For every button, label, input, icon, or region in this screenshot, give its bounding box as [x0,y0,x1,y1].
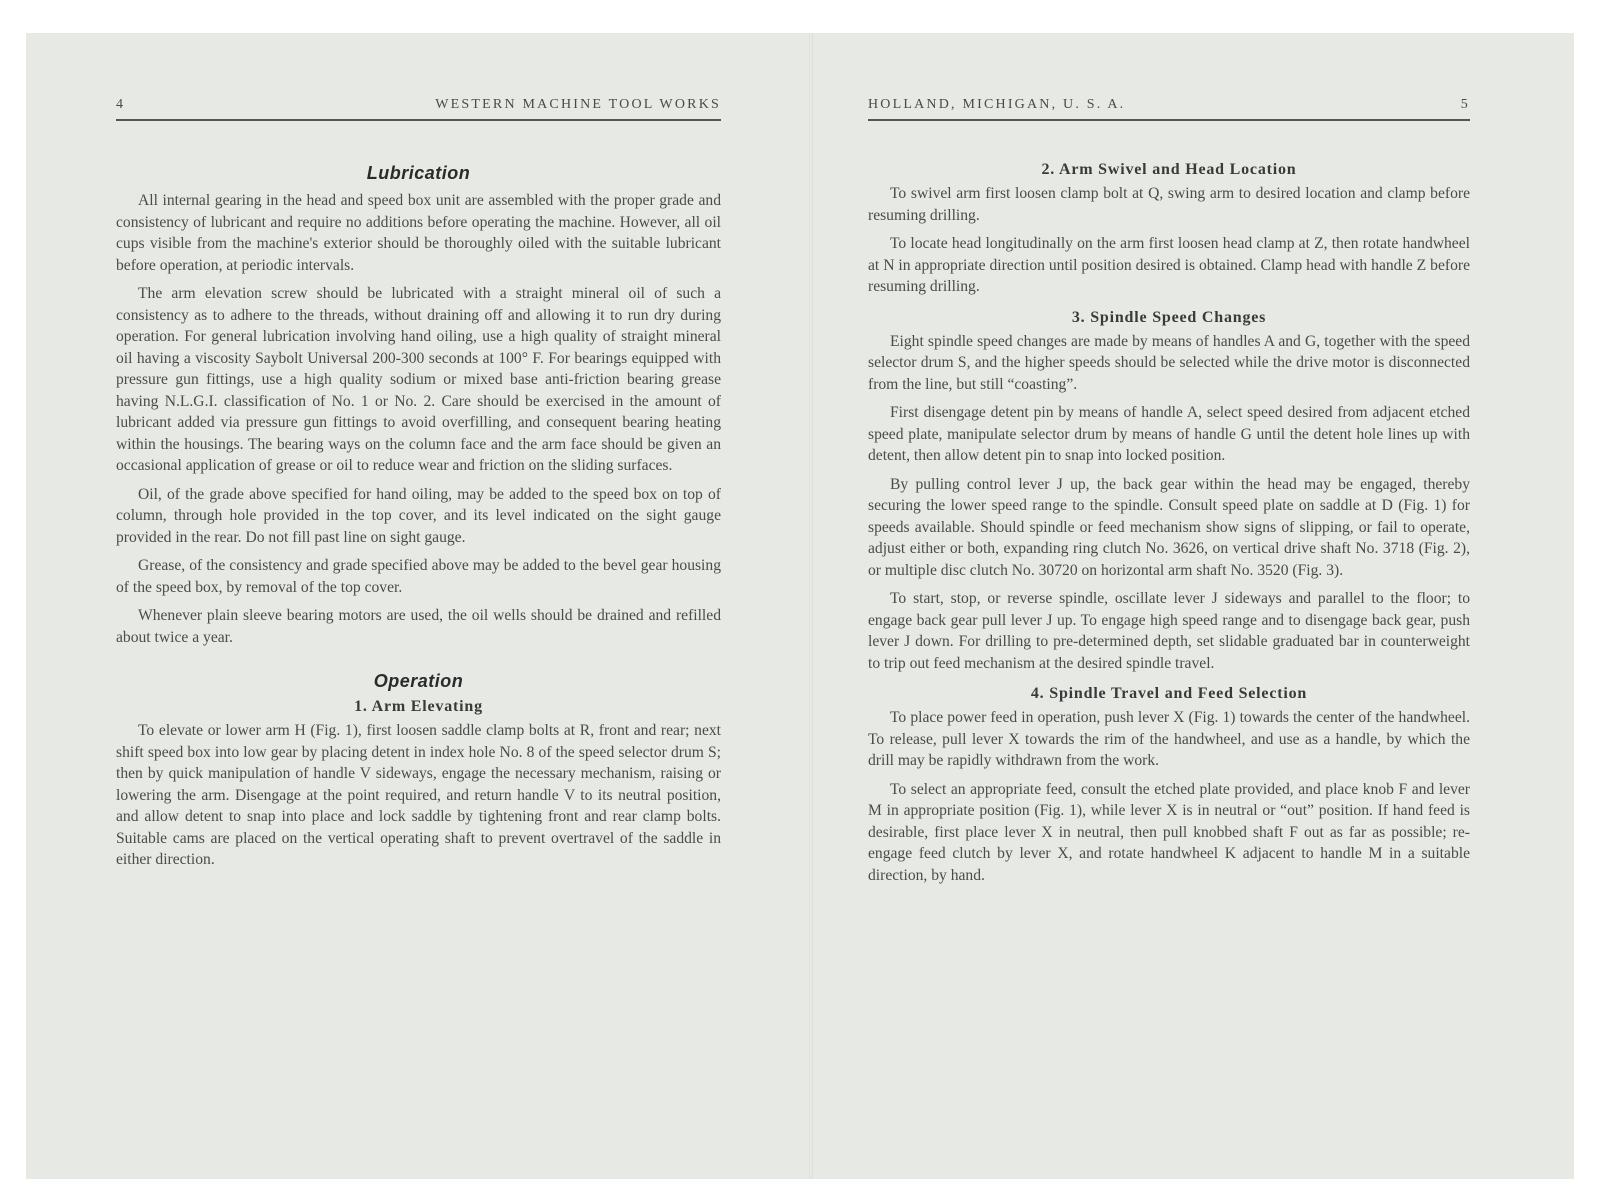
right-page-number: 5 [1460,97,1470,112]
right-running-title: HOLLAND, MICHIGAN, U. S. A. [868,97,1126,112]
right-page [868,33,1470,1179]
arm-swivel-heading: 2. Arm Swivel and Head Location [1041,161,1297,178]
spindle-travel-paragraph: To select an appropriate feed, consult the etched plate provided, and place knob F and lever M in appropriate position (Fig. 1), while lever X is in neutral or “out” position. If hand feed is desirable, first place lever X in neutral, then pull knobbed shaft F out as far as possible; re-engage feed clutch by lever X, and rotate handwheel K adjacent to handle M in a suitable direction, by hand. [868,780,1470,884]
left-page-number: 4 [116,97,126,112]
open-manual-spread [26,33,1574,1179]
spindle-speed-paragraph: Eight spindle speed changes are made by means of handles A and G, together with the speed selector drum S, and the higher speeds should be selected while the drive motor is disconnected from the line, but still “coasting”. [868,332,1470,393]
lubrication-paragraph: Whenever plain sleeve bearing motors are used, the oil wells should be drained and refilled about twice a year. [116,607,721,646]
right-body [868,161,1470,893]
arm-swivel-paragraph: To swivel arm first loosen clamp bolt at Q, swing arm to desired location and clamp before resuming drilling. [868,185,1470,224]
spindle-speed-paragraph: First disengage detent pin by means of handle A, select speed desired from adjacent etched speed plate, manipulate selector drum by means of handle G until the detent hole lines up with detent, then allow detent pin to snap into locked position. [868,404,1470,464]
left-page [116,33,721,1179]
lubrication-paragraph: All internal gearing in the head and speed box unit are assembled with the proper grade and consistency of lubricant and require no additions before operating the machine. However, all oil cups visible from the machine's exterior should be thoroughly oiled with the suitable lubricant before operation, at periodic intervals. [116,192,721,274]
lubrication-paragraph: The arm elevation screw should be lubricated with a straight mineral oil of such a consistency as to adhere to the threads, without draining off and allowing it to run dry during operation. For general lubrication involving hand oiling, use a high quality of straight mineral oil having a viscosity Saybolt Universal 200-300 seconds at 100° F. For bearings equipped with pressure gun fittings, use a high quality sodium or mixed base anti-friction bearing grease having N.L.G.I. classification of No. 1 or No. 2. Care should be exercised in the amount of lubricant added via pressure gun fittings to avoid overfilling, and consequent bearing heating within the housings. The bearing ways on the column face and the arm face should be given an occasional application of grease or oil to reduce wear and friction on the sliding surfaces. [116,285,721,474]
left-running-head [116,91,721,121]
spindle-travel-paragraph: To place power feed in operation, push lever X (Fig. 1) towards the center of the handwheel. To release, pull lever X towards the rim of the handwheel, and use as a handle, by which the drill may be rapidly withdrawn from the work. [868,709,1470,769]
left-running-title: WESTERN MACHINE TOOL WORKS [435,97,721,112]
spindle-speed-paragraph: To start, stop, or reverse spindle, oscillate lever J sideways and parallel to the floor; to engage back gear pull lever J up. To engage high speed range and to disengage back gear, push lever J down. For drilling to pre-determined depth, set slidable graduated bar in counterweight to trip out feed mechanism at the desired spindle travel. [868,590,1470,672]
spindle-speed-paragraph: By pulling control lever J up, the back gear within the head may be engaged, thereby securing the lower speed range to the spindle. Consult speed plate on saddle at D (Fig. 1) for speeds available. Should spindle or feed mechanism show signs of slipping, or fail to operate, adjust either or both, expanding ring clutch No. 3626, on vertical drive shaft No. 3718 (Fig. 2), or multiple disc clutch No. 30720 on horizontal arm shaft No. 3520 (Fig. 3). [868,475,1470,579]
right-running-head [868,91,1470,121]
spindle-speed-heading: 3. Spindle Speed Changes [1071,308,1267,326]
lubrication-paragraph: Grease, of the consistency and grade specified above may be added to the bevel gear housing of the speed box, by removal of the top cover. [116,557,721,596]
left-body [116,163,721,878]
book-gutter [809,33,813,1179]
arm-elevating-paragraph: To elevate or lower arm H (Fig. 1), first loosen saddle clamp bolts at R, front and rear; next shift speed box into low gear by placing detent in index hole No. 8 of the speed selector drum S; then by quick manipulation of handle V sideways, engage the necessary mechanism, raising or lowering the arm. Disengage at the point required, and return handle V to its neutral position, and allow detent to snap into place and lock saddle by tightening front and rear clamp bolts. Suitable cams are placed on the vertical operating shaft to prevent overtravel of the saddle in either direction. [116,722,721,868]
arm-swivel-paragraph: To locate head longitudinally on the arm first loosen head clamp at Z, then rotate handwheel at N in appropriate direction until position desired is obtained. Clamp head with handle Z before resuming drilling. [868,235,1470,295]
lubrication-heading: Lubrication [366,163,471,183]
arm-elevating-heading: 1. Arm Elevating [354,698,483,715]
lubrication-paragraph: Oil, of the grade above specified for hand oiling, may be added to the speed box on top of column, through hole provided in the top cover, and its level indicated on the sight gauge provided in the rear. Do not fill past line on sight gauge. [116,485,721,546]
spindle-travel-heading: 4. Spindle Travel and Feed Selection [1030,685,1308,702]
operation-heading: Operation [373,671,464,691]
